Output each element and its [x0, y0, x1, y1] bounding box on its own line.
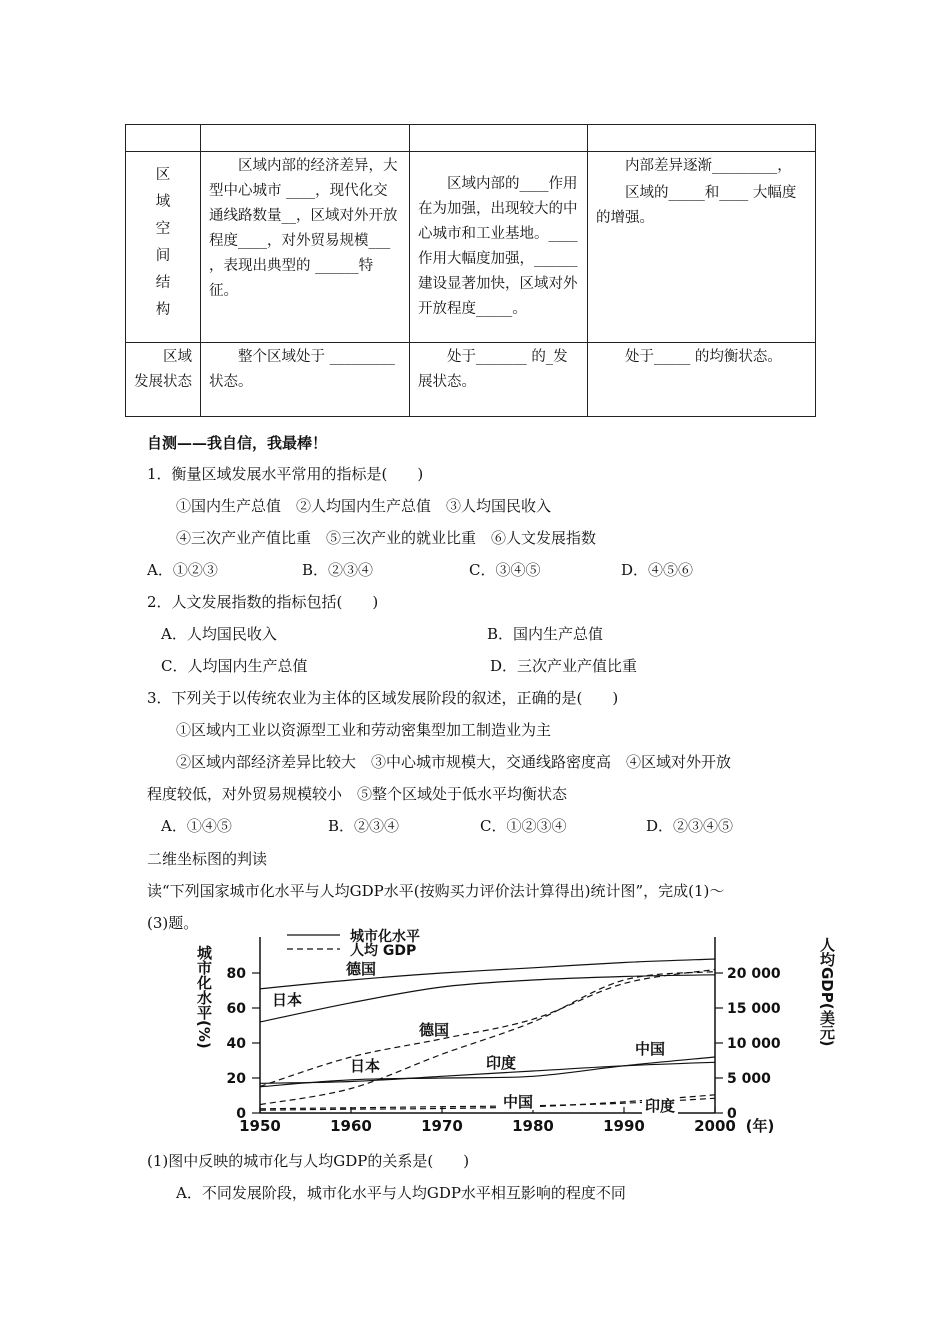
- cell-text: 处于_______ 的_发展状态。: [418, 349, 568, 390]
- q3-choice-a: A．①④⑤: [161, 817, 232, 835]
- section-intro: (3)题。: [147, 914, 199, 932]
- q1-options: ①国内生产总值 ②人均国内生产总值 ③人均国民收入: [176, 497, 552, 515]
- x-tick-label: 2000: [694, 1117, 736, 1135]
- cell-text: 处于_____ 的均衡状态。: [625, 349, 782, 365]
- section-intro: 读“下列国家城市化水平与人均GDP水平(按购买力评价法计算得出)统计图”，完成(1)～: [147, 882, 725, 900]
- q1-choice-a: A．①②③: [147, 561, 218, 579]
- left-tick-label: 40: [226, 1036, 246, 1052]
- gdp-line-日本: [260, 972, 715, 1105]
- q1-choice-d: D．④⑤⑥: [621, 561, 694, 579]
- right-tick-label: 10 000: [727, 1036, 781, 1052]
- legend-label-urbanization: 城市化水平: [350, 929, 420, 945]
- series-annotation: 中国: [635, 1040, 666, 1058]
- q3-statement: ②区域内部经济差异比较大 ③中心城市规模大，交通线路密度高 ④区域对外开放: [176, 753, 732, 771]
- q3-choice-b: B．②③④: [328, 817, 400, 835]
- row-label-text: 区域空间结构: [155, 167, 171, 318]
- left-tick-label: 80: [226, 966, 246, 982]
- section-heading: 二维坐标图的判读: [147, 850, 268, 868]
- q1-choice-c: C．③④⑤: [469, 561, 541, 579]
- series-annotation: 德国: [346, 960, 377, 978]
- q1-choice-b: B．②③④: [302, 561, 374, 579]
- cell-text: 整个区域处于 _________ 状态。: [209, 349, 395, 390]
- q3-statement: 程度较低，对外贸易规模较小 ⑤整个区域处于低水平均衡状态: [147, 785, 568, 803]
- cell-text: 区域内部的经济差异，大型中心城市 ____，现代化交通线路数量__，区域对外开放程度____，对外贸易规模___ ，表现出典型的 ______特征。: [209, 158, 398, 299]
- row-label-text: 区域发展状态: [134, 349, 192, 390]
- q2-choice-b: B．国内生产总值: [487, 625, 604, 643]
- right-tick-label: 20 000: [727, 966, 781, 982]
- cell-text: 区域的_____和____ 大幅度的增强。: [596, 185, 797, 226]
- urbanization-line-德国: [260, 959, 715, 989]
- right-tick-label: 5 000: [727, 1071, 771, 1087]
- series-annotation: 印度: [645, 1097, 676, 1115]
- left-tick-label: 0: [236, 1106, 246, 1122]
- left-tick-label: 60: [226, 1001, 246, 1017]
- q1-stem: 1．衡量区域发展水平常用的指标是( ): [147, 465, 424, 483]
- selftest-heading: 自测——我自信，我最棒！: [147, 434, 328, 452]
- series-annotation: 日本: [350, 1057, 381, 1075]
- q2-choice-a: A．人均国民收入: [161, 625, 277, 643]
- q3-choice-d: D．②③④⑤: [646, 817, 734, 835]
- q3-stem: 3．下列关于以传统农业为主体的区域发展阶段的叙述，正确的是( ): [147, 689, 619, 707]
- x-tick-label: 1950: [239, 1117, 281, 1135]
- series-annotation: 日本: [272, 991, 303, 1009]
- left-axis-title: 城市化水平(%): [195, 945, 213, 1049]
- sub1-choice-a: A．不同发展阶段，城市化水平与人均GDP水平相互影响的程度不同: [176, 1184, 626, 1202]
- right-tick-label: 15 000: [727, 1001, 781, 1017]
- x-unit-label: (年): [745, 1117, 775, 1135]
- q3-statement: ①区域内工业以资源型工业和劳动密集型加工制造业为主: [176, 721, 552, 739]
- left-tick-label: 20: [226, 1071, 246, 1087]
- sub1-stem: (1)图中反映的城市化与人均GDP的关系是( ): [147, 1152, 470, 1170]
- q2-choice-d: D．三次产业产值比重: [490, 657, 638, 675]
- legend-label-gdp: 人均 GDP: [350, 943, 417, 959]
- right-axis-title: 人均GDP(美元): [818, 937, 836, 1047]
- x-tick-label: 1990: [603, 1117, 645, 1135]
- x-tick-label: 1970: [421, 1117, 463, 1135]
- x-tick-label: 1980: [512, 1117, 554, 1135]
- series-annotation: 印度: [486, 1054, 517, 1072]
- cell-text: 区域内部的____作用在为加强，出现较大的中心城市和工业基地。____ 作用大幅度加强，______ 建设显著加快，区域对外开放程度_____。: [418, 176, 578, 317]
- x-tick-label: 1960: [330, 1117, 372, 1135]
- q2-choice-c: C．人均国内生产总值: [161, 657, 308, 675]
- q2-stem: 2．人文发展指数的指标包括( ): [147, 593, 379, 611]
- q3-choice-c: C．①②③④: [480, 817, 567, 835]
- series-annotation: 德国: [419, 1021, 450, 1039]
- q1-options: ④三次产业产值比重 ⑤三次产业的就业比重 ⑥人文发展指数: [176, 529, 597, 547]
- cell-text: 内部差异逐渐_________，: [625, 158, 792, 174]
- series-annotation: 中国: [503, 1093, 534, 1111]
- right-tick-label: 0: [727, 1106, 737, 1122]
